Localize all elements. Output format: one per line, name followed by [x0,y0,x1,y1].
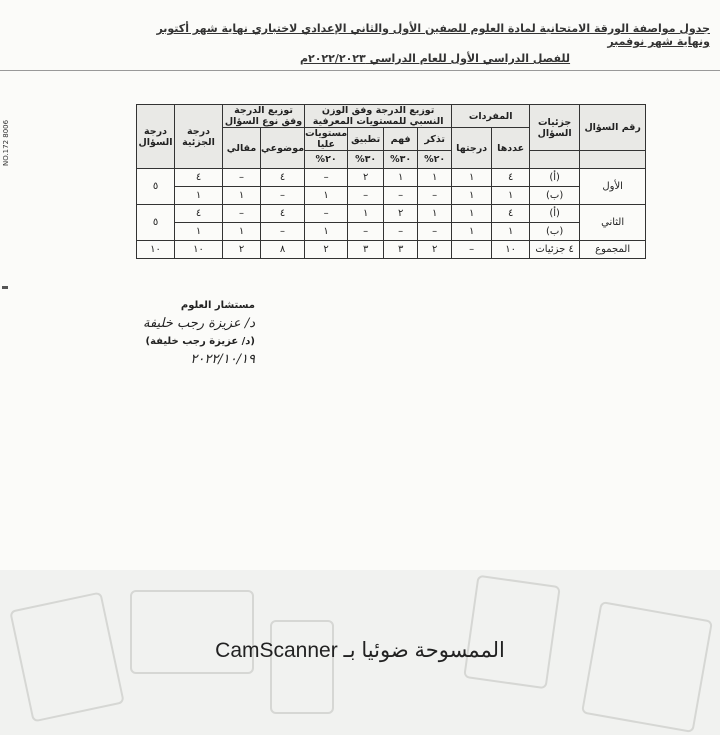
decor-page-shape [463,575,561,690]
decor-phone-shape [270,620,334,714]
grade-cell: ١ [452,169,492,187]
total-higher: ٢ [305,241,348,259]
total-label: المجموع [580,241,646,259]
part-grade-cell: ١ [175,187,223,205]
header-items-grade: درجتها [452,128,492,169]
header-understand-pct: ٣٠% [384,151,418,169]
decor-laptop-shape [581,601,713,733]
header-remember: تذكر [418,128,452,151]
header-items-count: عددها [492,128,530,169]
header-apply-pct: ٣٠% [348,151,384,169]
essay-cell: – [223,169,261,187]
header-remember-pct: ٢٠% [418,151,452,169]
apply-cell: ١ [348,205,384,223]
part-grade-cell: ٤ [175,169,223,187]
question-grade-cell: ٥ [137,205,175,241]
header-blank-parts [530,151,580,169]
grade-cell: ١ [452,187,492,205]
signature-date: ٢٠٢٢/١٠/١٩ [190,352,255,367]
apply-cell: – [348,223,384,241]
table-row [137,223,646,241]
part-cell: (أ) [530,169,580,187]
understand-cell: ٢ [384,205,418,223]
higher-cell: – [305,169,348,187]
objective-cell: ٤ [261,205,305,223]
header-objective: موضوعي [261,128,305,169]
specification-table [136,104,646,259]
count-cell: ١ [492,187,530,205]
total-question-grade: ١٠ [137,241,175,259]
total-grade: – [452,241,492,259]
header-higher-pct: ٢٠% [305,151,348,169]
part-cell: (ب) [530,223,580,241]
remember-cell: ١ [418,169,452,187]
table-row [137,205,646,223]
camscanner-text: الممسوحة ضوئيا بـ CamScanner [215,639,505,662]
camscanner-banner [0,570,720,735]
higher-cell: – [305,205,348,223]
apply-cell: ٢ [348,169,384,187]
total-row [137,241,646,259]
total-part-grade: ١٠ [175,241,223,259]
question-label: الأول [580,169,646,205]
count-cell: ٤ [492,169,530,187]
table-row [137,187,646,205]
total-objective: ٨ [261,241,305,259]
header-question-no: رقم السؤال [580,105,646,151]
header-understand: فهم [384,128,418,151]
remember-cell: – [418,187,452,205]
grade-cell: ١ [452,205,492,223]
part-grade-cell: ١ [175,223,223,241]
total-count: ١٠ [492,241,530,259]
question-label: الثاني [580,205,646,241]
objective-cell: ٤ [261,169,305,187]
header-parts: جزئيات السؤال [530,105,580,151]
header-question-grade: درجة السؤال [137,105,175,169]
objective-cell: – [261,223,305,241]
grade-cell: ١ [452,223,492,241]
remember-cell: ١ [418,205,452,223]
document-subtitle: للفصل الدراسي الأول للعام الدراسي ٢٠٢٢/٢٠٢٣م [299,52,571,65]
signature-role: مستشار العلوم [180,300,255,311]
understand-cell: – [384,223,418,241]
total-parts: ٤ جزئيات [530,241,580,259]
essay-cell: – [223,205,261,223]
part-cell: (أ) [530,205,580,223]
header-blank-q [580,151,646,169]
essay-cell: ١ [223,223,261,241]
margin-mark [2,286,8,289]
header-essay: مقالي [223,128,261,169]
higher-cell: ١ [305,223,348,241]
understand-cell: – [384,187,418,205]
essay-cell: ١ [223,187,261,205]
signature-name: (د/ عزيزة رجب خليفة) [145,336,255,347]
header-question-type: توزيع الدرجة وفق نوع السؤال [223,105,305,128]
handwritten-signature: د/ عزيزة رجب خليفة [143,316,255,331]
remember-cell: – [418,223,452,241]
header-part-grade: درجة الجزئية [175,105,223,169]
count-cell: ٤ [492,205,530,223]
part-grade-cell: ٤ [175,205,223,223]
part-cell: (ب) [530,187,580,205]
document-title: جدول مواصفة الورقة الامتحانية لمادة العلوم للصفين الأول والثاني الإعدادي لاختباري نهاية شهر أكتوبر ونهاية شهر نوفمبر [156,22,710,48]
question-grade-cell: ٥ [137,169,175,205]
header-distribution: توزيع الدرجة وفق الوزن النسبي للمستويات المعرفية [305,105,452,128]
header-items: المفردات [452,105,530,128]
total-apply: ٣ [348,241,384,259]
header-higher: مستويات عليا [305,128,348,150]
signature-block [143,297,255,369]
total-understand: ٣ [384,241,418,259]
understand-cell: ١ [384,169,418,187]
count-cell: ١ [492,223,530,241]
higher-cell: ١ [305,187,348,205]
total-essay: ٢ [223,241,261,259]
total-remember: ٢ [418,241,452,259]
side-serial-number: NO.172 8006 [2,119,10,166]
table-row [137,169,646,187]
header-divider [0,70,720,71]
objective-cell: – [261,187,305,205]
header-apply: تطبيق [348,128,384,151]
apply-cell: – [348,187,384,205]
